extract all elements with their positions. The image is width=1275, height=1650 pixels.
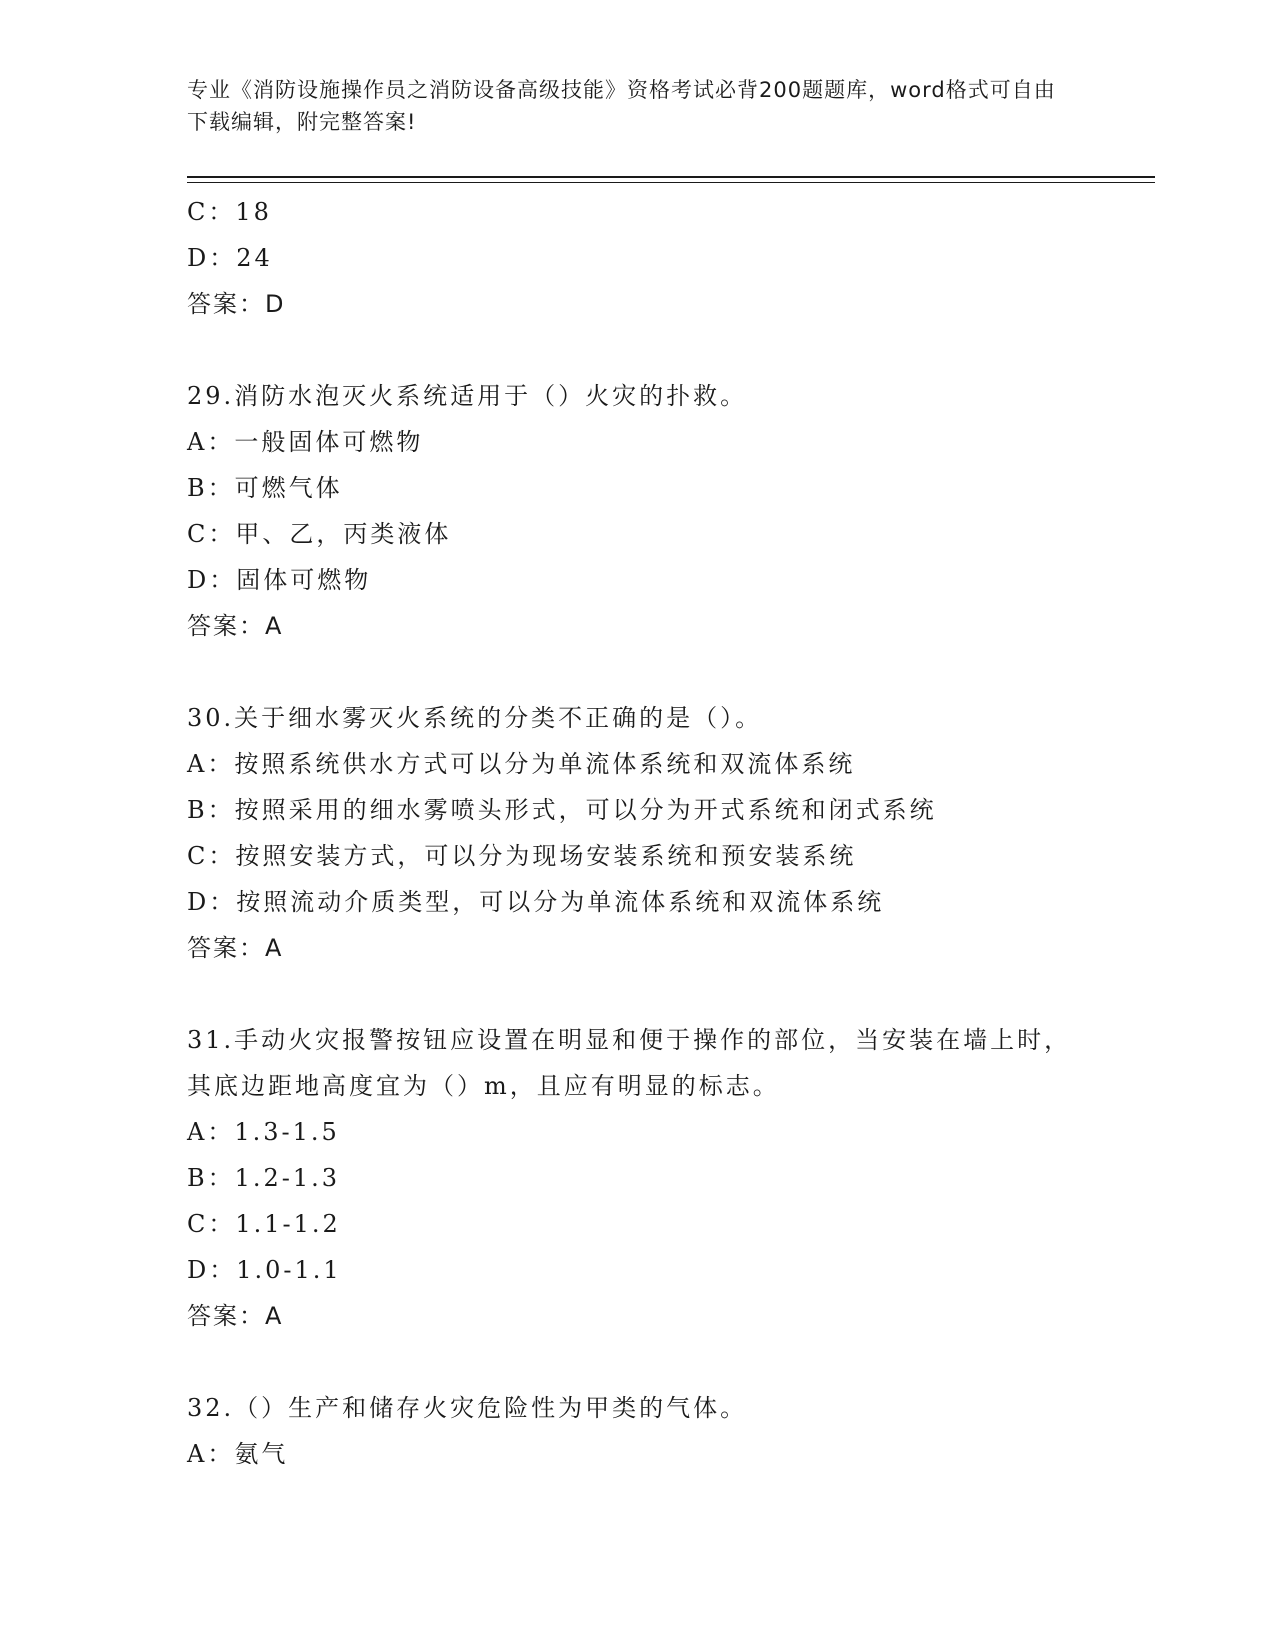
option-b: B：按照采用的细水雾喷头形式，可以分为开式系统和闭式系统 <box>187 796 937 824</box>
option-c: C：1.1-1.2 <box>187 1210 341 1238</box>
option-d: D：按照流动介质类型，可以分为单流体系统和双流体系统 <box>187 888 885 916</box>
option-d: D：固体可燃物 <box>187 566 372 594</box>
option-b: B：1.2-1.3 <box>187 1164 341 1192</box>
question-31 <box>187 1017 1087 1339</box>
question-stem: 31.手动火灾报警按钮应设置在明显和便于操作的部位，当安装在墙上时，其底边距地高度宜为（）m，且应有明显的标志。 <box>187 1026 1072 1100</box>
question-spacer <box>187 649 1087 695</box>
question-28-tail <box>187 189 1087 327</box>
question-spacer <box>187 327 1087 373</box>
question-stem: 32.（）生产和储存火灾危险性为甲类的气体。 <box>187 1394 748 1422</box>
question-spacer <box>187 1339 1087 1385</box>
option-c: C：18 <box>187 198 272 226</box>
question-list <box>187 189 1087 1477</box>
answer-line: 答案：A <box>187 1302 284 1330</box>
answer-line: 答案：A <box>187 934 284 962</box>
option-b: B：可燃气体 <box>187 474 343 502</box>
question-stem: 30.关于细水雾灭火系统的分类不正确的是（）。 <box>187 704 763 732</box>
answer-line: 答案：A <box>187 612 284 640</box>
option-c: C：甲、乙，丙类液体 <box>187 520 452 548</box>
header-text: 专业《消防设施操作员之消防设备高级技能》资格考试必背200题题库，word格式可自由下载编辑，附完整答案! <box>187 78 1056 134</box>
question-32 <box>187 1385 1087 1477</box>
option-a: A：按照系统供水方式可以分为单流体系统和双流体系统 <box>187 750 856 778</box>
question-29 <box>187 373 1087 649</box>
question-spacer <box>187 971 1087 1017</box>
option-c: C：按照安装方式，可以分为现场安装系统和预安装系统 <box>187 842 857 870</box>
document-header <box>187 74 1067 138</box>
answer-line: 答案：D <box>187 290 286 318</box>
header-rule-thin <box>187 182 1155 183</box>
option-a: A：氨气 <box>187 1440 289 1468</box>
header-rule-thick <box>187 176 1155 178</box>
question-stem: 29.消防水泡灭火系统适用于（）火灾的扑救。 <box>187 382 748 410</box>
option-a: A：1.3-1.5 <box>187 1118 340 1146</box>
question-30 <box>187 695 1087 971</box>
option-a: A：一般固体可燃物 <box>187 428 424 456</box>
option-d: D：24 <box>187 244 273 272</box>
option-d: D：1.0-1.1 <box>187 1256 342 1284</box>
